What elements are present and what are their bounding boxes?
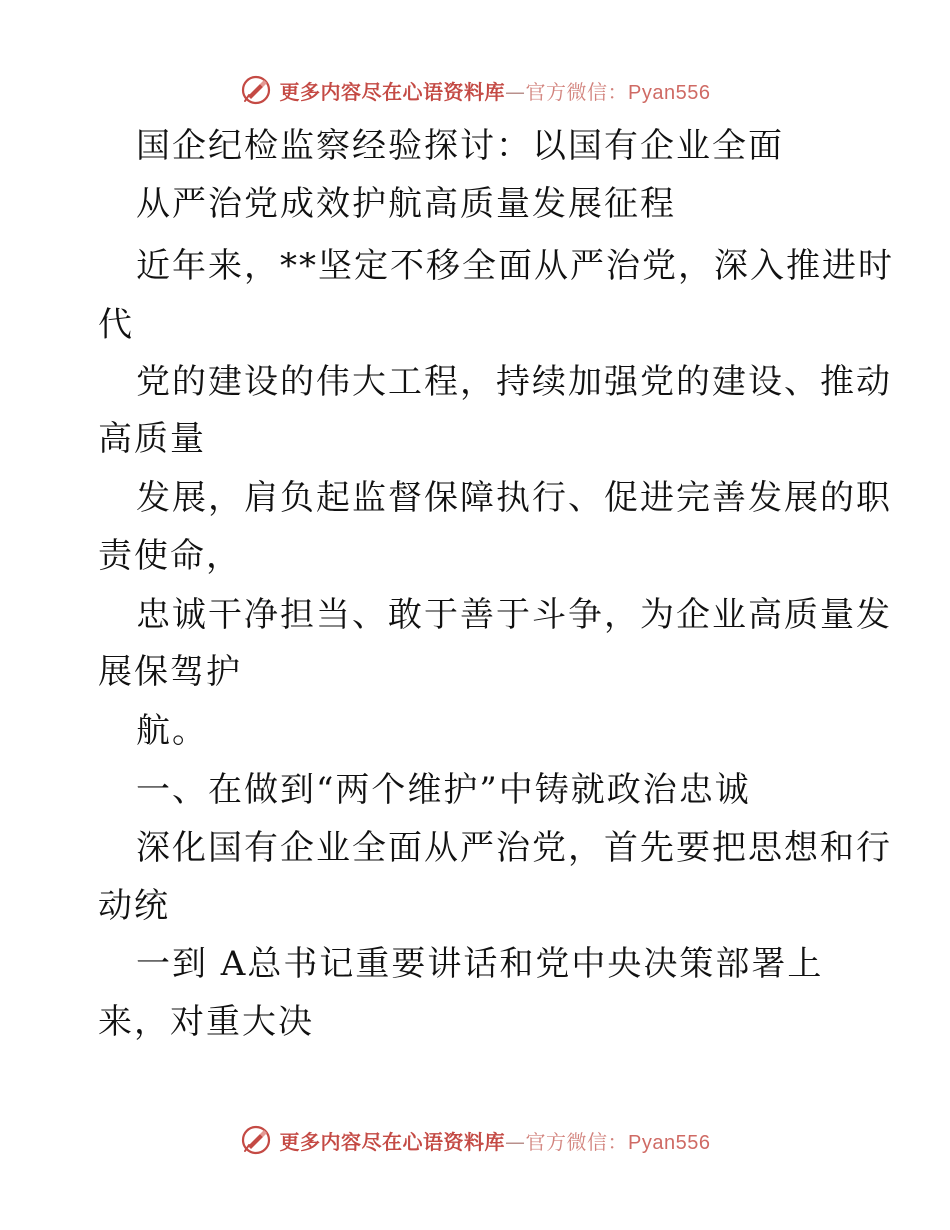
paragraph-line: 党的建设的伟大工程，持续加强党的建设、推动: [136, 362, 892, 402]
banner-wechat-id: Pyan556: [628, 1131, 711, 1154]
paragraph-line: 深化国有企业全面从严治党，首先要把思想和行: [136, 828, 892, 868]
banner-lead-text: 更多内容尽在心语资料库: [279, 79, 506, 104]
banner-official-label: 官方微信：: [525, 1129, 629, 1154]
paragraph-line: 代: [98, 305, 134, 345]
title-line-2: 从严治党成效护航高质量发展征程: [136, 184, 676, 224]
banner-text: [280, 76, 711, 105]
paragraph-line: 展保驾护: [98, 652, 242, 692]
paragraph-line: 航。: [136, 711, 208, 751]
banner-lead-text: 更多内容尽在心语资料库: [279, 1129, 506, 1154]
header-watermark-banner: [0, 70, 950, 110]
paragraph-line: 高质量: [98, 419, 206, 459]
pen-logo-icon: [240, 1124, 272, 1156]
section-heading: 一、在做到“两个维护”中铸就政治忠诚: [136, 770, 751, 810]
title-line-1: 国企纪检监察经验探讨：以国有企业全面: [136, 126, 784, 166]
banner-dash: —: [505, 1129, 526, 1154]
paragraph-line: 发展，肩负起监督保障执行、促进完善发展的职: [136, 478, 892, 518]
paragraph-line: 来，对重大决: [98, 1002, 314, 1042]
banner-official-label: 官方微信：: [525, 79, 629, 104]
paragraph-line: 一到 A总书记重要讲话和党中央决策部署上: [136, 944, 824, 984]
paragraph-line: 动统: [98, 886, 170, 926]
paragraph-line: 忠诚干净担当、敢于善于斗争，为企业高质量发: [136, 595, 892, 635]
paragraph-line: 责使命，: [98, 536, 242, 576]
footer-watermark-banner: [0, 1120, 950, 1160]
pen-logo-icon: [240, 74, 272, 106]
paragraph-line: 近年来，**坚定不移全面从严治党，深入推进时: [136, 246, 894, 286]
banner-text: [280, 1126, 711, 1155]
banner-dash: —: [505, 79, 526, 104]
banner-wechat-id: Pyan556: [628, 81, 711, 104]
